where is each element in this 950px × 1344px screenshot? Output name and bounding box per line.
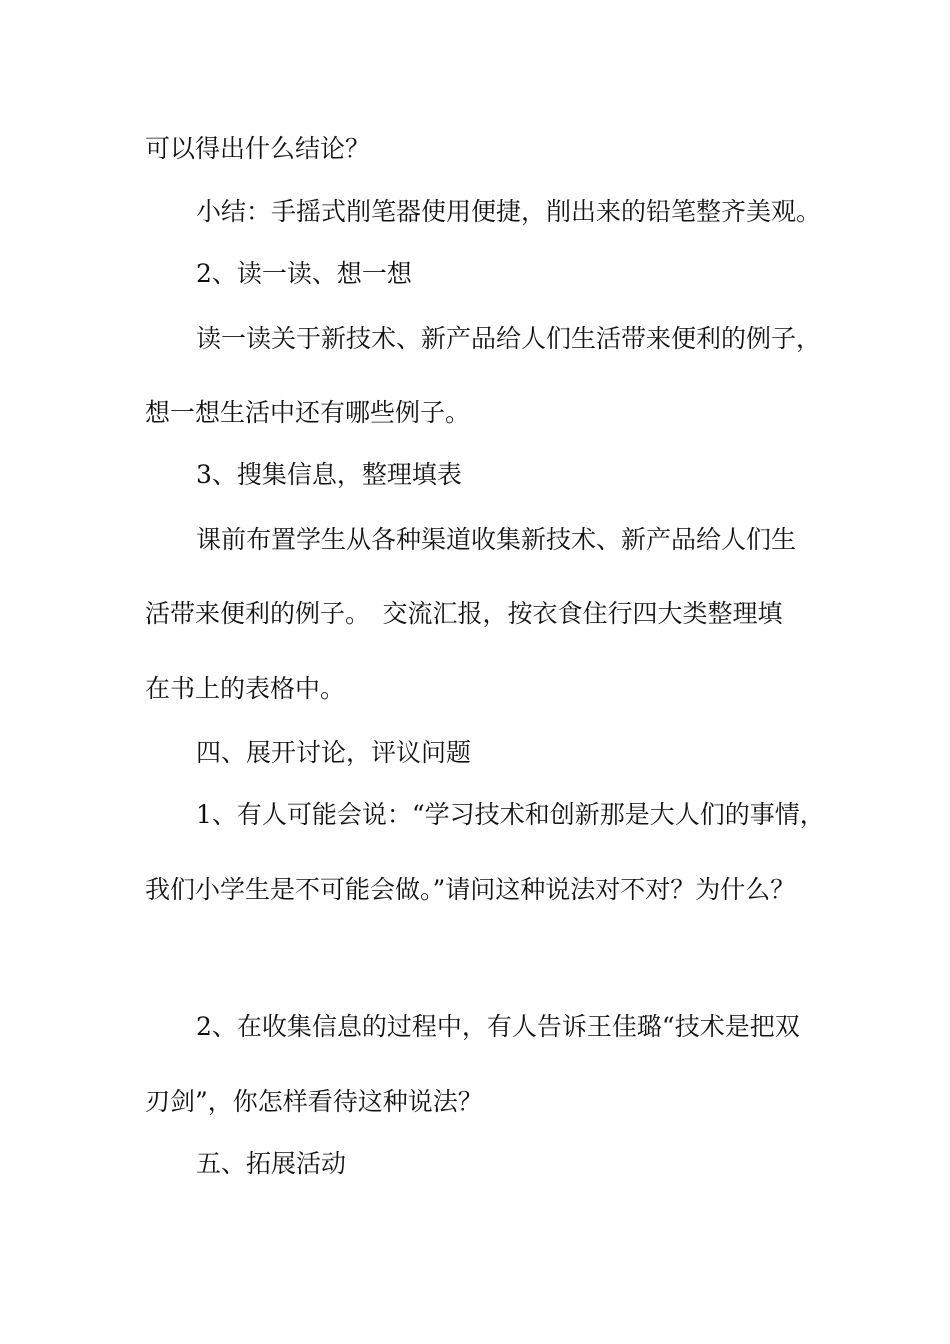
- section-heading-discussion: 四、展开讨论，评议问题: [196, 738, 472, 767]
- text-line-question-two-continued: 刃剑”，你怎样看待这种说法？: [145, 1087, 483, 1116]
- section-heading-extension: 五、拓展活动: [196, 1149, 347, 1178]
- section-heading-collect-info: 3、搜集信息，整理填表: [196, 460, 462, 489]
- text-line-question-two: 2、在收集信息的过程中，有人告诉王佳璐“技术是把双: [196, 1012, 800, 1041]
- text-line-think-examples: 想一想生活中还有哪些例子。: [145, 398, 471, 427]
- text-line-read-examples: 读一读关于新技术、新产品给人们生活带来便利的例子，: [196, 324, 822, 353]
- text-line-question-one-continued: 我们小学生是不可能会做。”请问这种说法对不对？为什么？: [145, 875, 796, 904]
- text-line-conclusion-question: 可以得出什么结论？: [145, 134, 371, 163]
- text-line-report: 活带来便利的例子。 交流汇报，按衣食住行四大类整理填: [145, 599, 783, 628]
- text-line-question-one: 1、有人可能会说：“学习技术和创新那是大人们的事情，: [196, 800, 825, 829]
- section-heading-read-think: 2、读一读、想一想: [196, 259, 412, 288]
- text-line-summary: 小结：手摇式削笔器使用便捷，削出来的铅笔整齐美观。: [196, 197, 822, 226]
- text-line-table-fill: 在书上的表格中。: [145, 674, 346, 703]
- text-line-assignment: 课前布置学生从各种渠道收集新技术、新产品给人们生: [196, 525, 797, 554]
